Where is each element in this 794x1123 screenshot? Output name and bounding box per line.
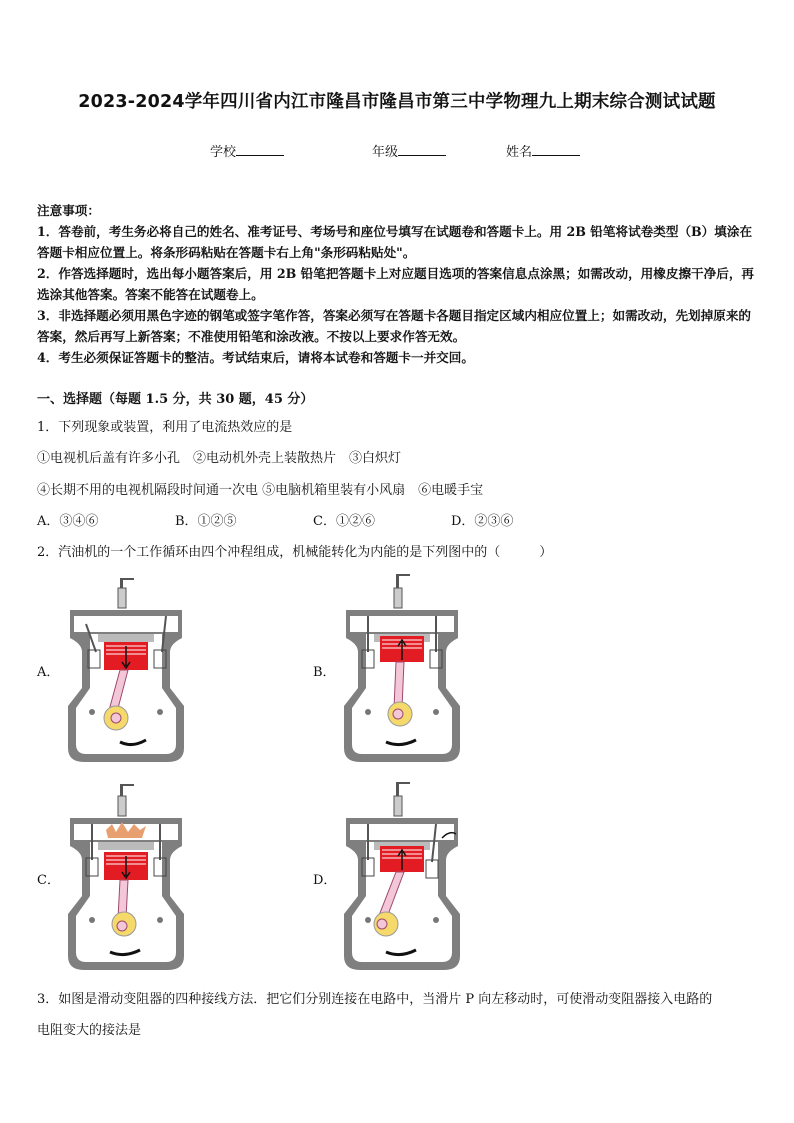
engine-diagram-d — [338, 780, 466, 972]
notice-item-2: 2．作答选择题时，选出每小题答案后，用 2B 铅笔把答题卡上对应题目选项的答案信息点涂黑；如需改动，用橡皮擦干净后，再选涂其他答案。答案不能答在试题卷上。 — [37, 266, 755, 302]
q1-option-c: C．①②⑥ — [313, 514, 375, 529]
q1-stem: 1．下列现象或装置，利用了电流热效应的是 — [37, 420, 293, 435]
page-title: 2023-2024学年四川省内江市隆昌市隆昌市第三中学物理九上期末综合测试试题 — [78, 92, 716, 112]
q3-line2: 电阻变大的接法是 — [37, 1023, 142, 1038]
school-label: 学校 — [210, 145, 237, 160]
engine-diagram-c — [62, 780, 190, 972]
q2-label-d: D． — [313, 873, 337, 888]
notice-heading: 注意事项： — [37, 203, 100, 218]
q2-label-a: A． — [37, 665, 60, 680]
notice-item-1: 1．答卷前，考生务必将自己的姓名、准考证号、考场号和座位号填写在试题卷和答题卡上。用 2B 铅笔将试卷类型（B）填涂在答题卡相应位置上。将条形码粘贴在答题卡右上角"条形码粘贴处"。 — [37, 224, 753, 260]
q1-option-b: B．①②⑤ — [175, 514, 237, 529]
name-blank — [532, 143, 580, 156]
notice-item-3: 3．非选择题必须用黑色字迹的钢笔或签字笔作答，答案必须写在答题卡各题目指定区域内相应位置上；如需改动，先划掉原来的答案，然后再写上新答案；不准使用铅笔和涂改液。不按以上要求作答无效。 — [37, 308, 752, 344]
engine-diagram-a — [62, 572, 190, 764]
q2-label-b: B． — [313, 665, 336, 680]
q1-option-d: D．②③⑥ — [451, 514, 514, 529]
school-blank — [236, 143, 284, 156]
name-label: 姓名 — [506, 145, 533, 160]
section-heading: 一、选择题（每题 1.5 分，共 30 题，45 分） — [37, 392, 314, 407]
grade-label: 年级 — [372, 145, 399, 160]
school-field — [210, 141, 284, 160]
q1-items-line1: ①电视机后盖有许多小孔 ②电动机外壳上装散热片 ③白炽灯 — [37, 451, 402, 466]
grade-field — [372, 141, 446, 160]
name-field — [506, 141, 580, 160]
q3-line1: 3．如图是滑动变阻器的四种接线方法．把它们分别连接在电路中，当滑片 P 向左移动时，可使滑动变阻器接入电路的 — [37, 992, 713, 1007]
grade-blank — [398, 143, 446, 156]
q2-label-c: C． — [37, 873, 60, 888]
q2-stem: 2．汽油机的一个工作循环由四个冲程组成，机械能转化为内能的是下列图中的（ ） — [37, 545, 553, 560]
q1-option-a: A．③④⑥ — [37, 514, 99, 529]
engine-diagram-b — [338, 572, 466, 764]
q1-items-line2: ④长期不用的电视机隔段时间通一次电 ⑤电脑机箱里装有小风扇 ⑥电暖手宝 — [37, 483, 484, 498]
notice-item-4: 4．考生必须保证答题卡的整洁。考试结束后，请将本试卷和答题卡一并交回。 — [37, 350, 474, 365]
